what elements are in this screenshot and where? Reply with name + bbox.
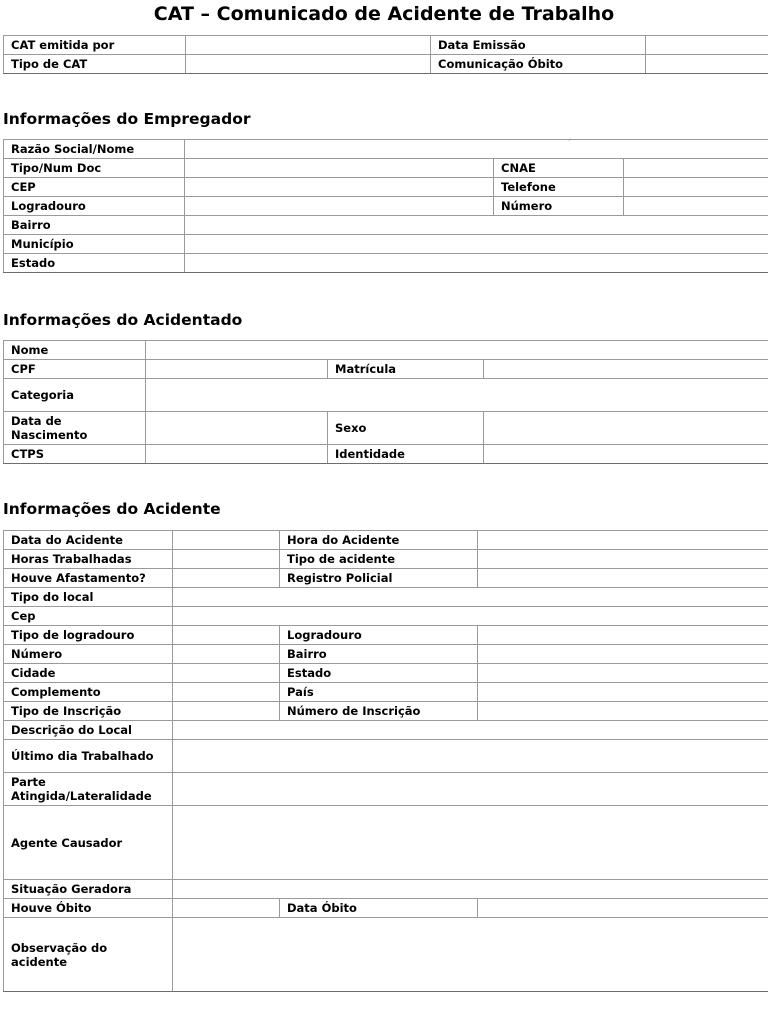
table-row bbox=[4, 159, 768, 178]
registro-policial-label: Registro Policial bbox=[280, 569, 478, 588]
numero-inscricao-field[interactable] bbox=[478, 702, 768, 721]
descricao-local-label: Descrição do Local bbox=[4, 721, 173, 740]
complemento-label: Complemento bbox=[4, 683, 173, 702]
ctps-label: CTPS bbox=[4, 445, 146, 464]
table-row bbox=[4, 721, 768, 740]
table-row bbox=[4, 626, 768, 645]
situacao-geradora-label: Situação Geradora bbox=[4, 880, 173, 899]
numero-inscricao-label: Número de Inscrição bbox=[280, 702, 478, 721]
empregador-heading: Informações do Empregador bbox=[3, 110, 251, 128]
logradouro-label: Logradouro bbox=[4, 197, 185, 216]
numero-label: Número bbox=[4, 645, 173, 664]
tipo-inscricao-field[interactable] bbox=[173, 702, 280, 721]
table-row bbox=[4, 445, 768, 464]
houve-afastamento-field[interactable] bbox=[173, 569, 280, 588]
identidade-field[interactable] bbox=[484, 445, 768, 464]
comunicacao-obito-field[interactable] bbox=[646, 55, 768, 74]
data-nascimento-label: Data de Nascimento bbox=[4, 412, 146, 445]
table-row bbox=[4, 197, 768, 216]
tipo-logradouro-label: Tipo de logradouro bbox=[4, 626, 173, 645]
tipo-num-doc-label: Tipo/Num Doc bbox=[4, 159, 185, 178]
data-acidente-label: Data do Acidente bbox=[4, 531, 173, 550]
comunicacao-obito-label: Comunicação Óbito bbox=[431, 55, 646, 74]
tipo-local-label: Tipo do local bbox=[4, 588, 173, 607]
table-row bbox=[4, 140, 768, 159]
table-row bbox=[4, 550, 768, 569]
table-row bbox=[4, 216, 768, 235]
razao-social-field[interactable] bbox=[185, 140, 768, 159]
data-obito-field[interactable] bbox=[478, 899, 768, 918]
cidade-field[interactable] bbox=[173, 664, 280, 683]
table-row bbox=[4, 36, 768, 55]
agente-causador-field[interactable] bbox=[173, 806, 768, 880]
cnae-field[interactable] bbox=[624, 159, 768, 178]
acidentado-table bbox=[3, 340, 768, 464]
horas-trabalhadas-field[interactable] bbox=[173, 550, 280, 569]
cpf-field[interactable] bbox=[146, 360, 328, 379]
telefone-label: Telefone bbox=[494, 178, 624, 197]
table-row bbox=[4, 55, 768, 74]
table-row bbox=[4, 235, 768, 254]
cnae-label: CNAE bbox=[494, 159, 624, 178]
parte-atingida-field[interactable] bbox=[173, 773, 768, 806]
acidente-table bbox=[3, 530, 768, 992]
table-row bbox=[4, 607, 768, 626]
municipio-label: Município bbox=[4, 235, 185, 254]
empregador-table bbox=[3, 139, 768, 273]
complemento-field[interactable] bbox=[173, 683, 280, 702]
matricula-field[interactable] bbox=[484, 360, 768, 379]
data-nascimento-field[interactable] bbox=[146, 412, 328, 445]
bairro-field[interactable] bbox=[478, 645, 768, 664]
categoria-label: Categoria bbox=[4, 379, 146, 412]
document-title: CAT – Comunicado de Acidente de Trabalho bbox=[153, 3, 615, 25]
observacao-field[interactable] bbox=[173, 918, 768, 992]
ultimo-dia-label: Último dia Trabalhado bbox=[4, 740, 173, 773]
nome-field[interactable] bbox=[146, 341, 768, 360]
table-row bbox=[4, 412, 768, 445]
numero-field[interactable] bbox=[173, 645, 280, 664]
table-row bbox=[4, 254, 768, 273]
table-row bbox=[4, 899, 768, 918]
table-row bbox=[4, 880, 768, 899]
logradouro-label: Logradouro bbox=[280, 626, 478, 645]
tipo-acidente-label: Tipo de acidente bbox=[280, 550, 478, 569]
table-row bbox=[4, 664, 768, 683]
cidade-label: Cidade bbox=[4, 664, 173, 683]
sexo-label: Sexo bbox=[328, 412, 484, 445]
telefone-field[interactable] bbox=[624, 178, 768, 197]
descricao-local-field[interactable] bbox=[173, 721, 768, 740]
estado-label: Estado bbox=[280, 664, 478, 683]
table-row bbox=[4, 178, 768, 197]
table-row bbox=[4, 918, 768, 992]
data-emissao-field[interactable] bbox=[646, 36, 768, 55]
tipo-local-field[interactable] bbox=[173, 588, 768, 607]
cep-label: CEP bbox=[4, 178, 185, 197]
acidentado-heading: Informações do Acidentado bbox=[3, 311, 243, 329]
cat-emitida-por-field[interactable] bbox=[186, 36, 431, 55]
table-row bbox=[4, 588, 768, 607]
ultimo-dia-field[interactable] bbox=[173, 740, 768, 773]
observacao-label: Observação do acidente bbox=[4, 918, 173, 992]
acidente-heading: Informações do Acidente bbox=[3, 500, 221, 518]
table-row bbox=[4, 806, 768, 880]
table-row bbox=[4, 773, 768, 806]
tipo-acidente-field[interactable] bbox=[478, 550, 768, 569]
table-row bbox=[4, 569, 768, 588]
estado-field[interactable] bbox=[478, 664, 768, 683]
estado-label: Estado bbox=[4, 254, 185, 273]
hora-acidente-field[interactable] bbox=[478, 531, 768, 550]
cep-field[interactable] bbox=[173, 607, 768, 626]
houve-obito-label: Houve Óbito bbox=[4, 899, 173, 918]
data-acidente-field[interactable] bbox=[173, 531, 280, 550]
table-row bbox=[4, 379, 768, 412]
pais-label: País bbox=[280, 683, 478, 702]
pais-field[interactable] bbox=[478, 683, 768, 702]
table-row bbox=[4, 645, 768, 664]
parte-atingida-label: Parte Atingida/Lateralidade bbox=[4, 773, 173, 806]
categoria-field[interactable] bbox=[146, 379, 768, 412]
horas-trabalhadas-label: Horas Trabalhadas bbox=[4, 550, 173, 569]
houve-afastamento-label: Houve Afastamento? bbox=[4, 569, 173, 588]
estado-field[interactable] bbox=[185, 254, 768, 273]
table-row bbox=[4, 740, 768, 773]
logradouro-field[interactable] bbox=[478, 626, 768, 645]
cat-emitida-por-label: CAT emitida por bbox=[4, 36, 186, 55]
nome-label: Nome bbox=[4, 341, 146, 360]
tipo-cat-label: Tipo de CAT bbox=[4, 55, 186, 74]
data-emissao-label: Data Emissão bbox=[431, 36, 646, 55]
table-row bbox=[4, 683, 768, 702]
municipio-field[interactable] bbox=[185, 235, 768, 254]
logradouro-field[interactable] bbox=[185, 197, 494, 216]
bairro-label: Bairro bbox=[4, 216, 185, 235]
tipo-cat-field[interactable] bbox=[186, 55, 431, 74]
data-obito-label: Data Óbito bbox=[280, 899, 478, 918]
cat-header-table bbox=[3, 35, 768, 74]
table-row bbox=[4, 702, 768, 721]
cep-label: Cep bbox=[4, 607, 173, 626]
bairro-label: Bairro bbox=[280, 645, 478, 664]
table-row bbox=[4, 360, 768, 379]
tipo-logradouro-field[interactable] bbox=[173, 626, 280, 645]
identidade-label: Identidade bbox=[328, 445, 484, 464]
hora-acidente-label: Hora do Acidente bbox=[280, 531, 478, 550]
cpf-label: CPF bbox=[4, 360, 146, 379]
ctps-field[interactable] bbox=[146, 445, 328, 464]
registro-policial-field[interactable] bbox=[478, 569, 768, 588]
cep-field[interactable] bbox=[185, 178, 494, 197]
tipo-inscricao-label: Tipo de Inscrição bbox=[4, 702, 173, 721]
tipo-num-doc-field[interactable] bbox=[185, 159, 494, 178]
table-row bbox=[4, 341, 768, 360]
houve-obito-field[interactable] bbox=[173, 899, 280, 918]
numero-label: Número bbox=[494, 197, 624, 216]
bairro-field[interactable] bbox=[185, 216, 768, 235]
matricula-label: Matrícula bbox=[328, 360, 484, 379]
tick-mark-icon: ˊ bbox=[567, 139, 572, 149]
situacao-geradora-field[interactable] bbox=[173, 880, 768, 899]
table-row bbox=[4, 531, 768, 550]
razao-social-label: Razão Social/Nome bbox=[4, 140, 185, 159]
sexo-field[interactable] bbox=[484, 412, 768, 445]
agente-causador-label: Agente Causador bbox=[4, 806, 173, 880]
numero-field[interactable] bbox=[624, 197, 768, 216]
